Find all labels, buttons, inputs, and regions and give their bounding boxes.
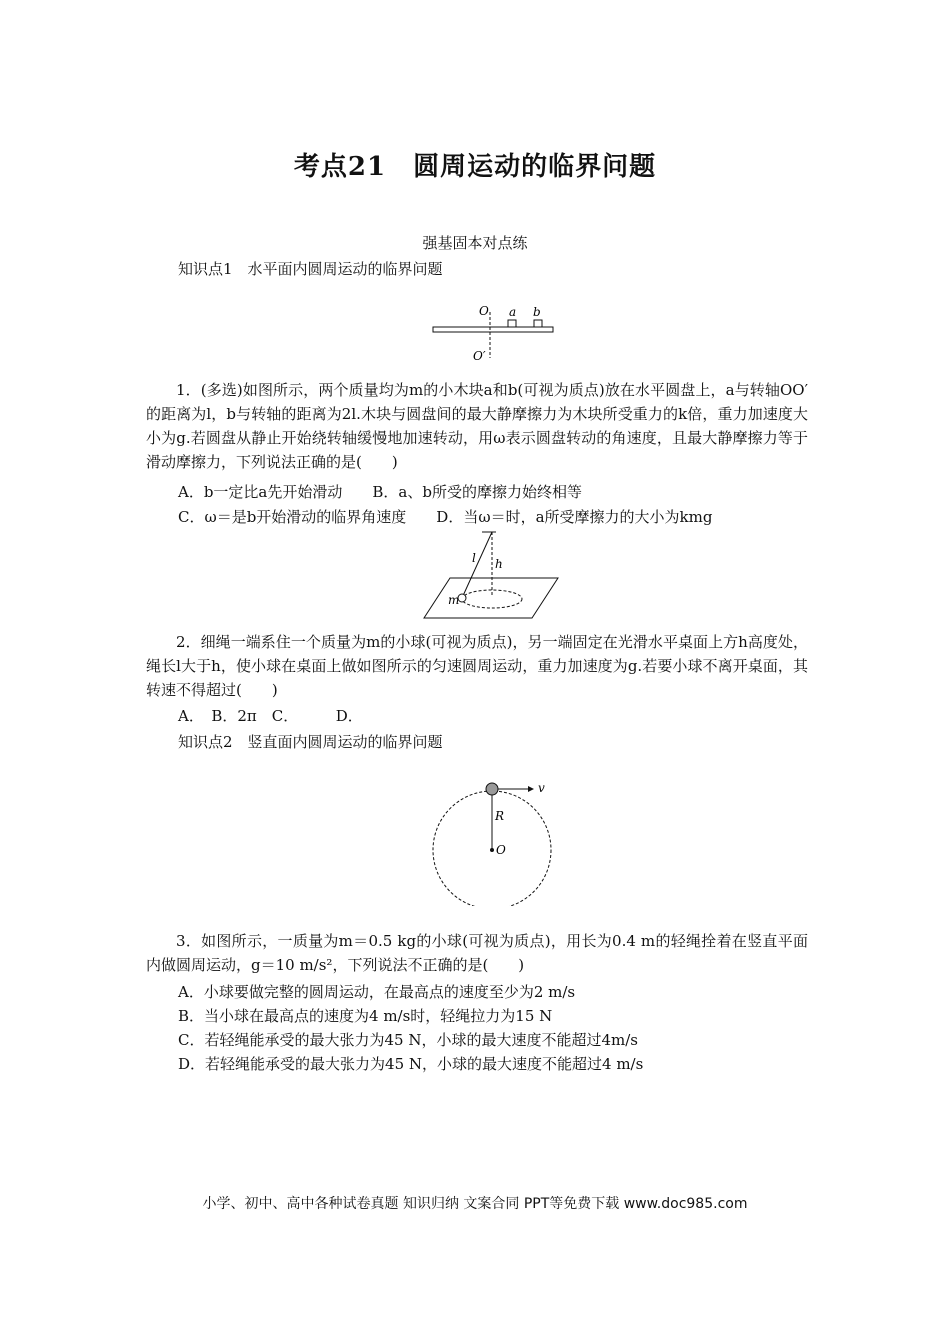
label-m: m (448, 593, 460, 607)
section-heading: 强基固本对点练 (422, 234, 528, 252)
figure-vertical-circle (428, 776, 558, 906)
label-r: R (495, 809, 505, 823)
question-3-option-b: B．当小球在最高点的速度为4 m/s时，轻绳拉力为15 N (178, 1007, 553, 1025)
label-o: O (496, 843, 506, 857)
question-3-option-a: A．小球要做完整的圆周运动，在最高点的速度至少为2 m/s (178, 983, 576, 1001)
question-1-stem: 1．(多选)如图所示，两个质量均为m的小木块a和b(可视为质点)放在水平圆盘上，a与转轴OO′的距离为l，b与转轴的距离为2l.木块与圆盘间的最大静摩擦力为木块所受重力的k倍，重力加速度大小为g.若圆盘从静止开始绕转轴缓慢地加速转动，用ω表示圆盘转动的角速度，且最大静摩擦力等于滑动摩擦力，下列说法正确的是( ) (146, 381, 808, 471)
knowledge-point-2: 知识点2 竖直面内圆周运动的临界问题 (178, 733, 443, 751)
footer-text: 小学、初中、高中各种试卷真题 知识归纳 文案合同 PPT等免费下载 www.doc985.com (202, 1196, 748, 1212)
question-2-stem: 2．细绳一端系住一个质量为m的小球(可视为质点)，另一端固定在光滑水平桌面上方h高度处，绳长l大于h，使小球在桌面上做如图所示的匀速圆周运动，重力加速度为g.若要小球不离开桌面，其转速不得超过( ) (146, 633, 808, 699)
figure-disk (425, 300, 565, 366)
label-l: l (472, 551, 476, 565)
page-title: 考点21 圆周运动的临界问题 (293, 152, 657, 182)
question-3-stem: 3．如图所示，一质量为m＝0.5 kg的小球(可视为质点)，用长为0.4 m的轻绳拴着在竖直平面内做圆周运动，g＝10 m/s²，下列说法不正确的是( ) (146, 932, 808, 974)
label-v: v (538, 781, 545, 795)
knowledge-point-1: 知识点1 水平面内圆周运动的临界问题 (178, 260, 443, 278)
figure-conical-pendulum (420, 526, 560, 622)
question-1-options-cd: C．ω＝是b开始滑动的临界角速度 D．当ω＝时，a所受摩擦力的大小为kmg (178, 508, 713, 526)
label-o-prime: O′ (473, 349, 486, 363)
question-2-options: A． B．2π C． D． (178, 707, 363, 725)
label-o: O (479, 304, 489, 318)
question-3-option-c: C．若轻绳能承受的最大张力为45 N，小球的最大速度不能超过4m/s (178, 1031, 638, 1049)
label-b: b (533, 305, 541, 319)
question-3-option-d: D．若轻绳能承受的最大张力为45 N，小球的最大速度不能超过4 m/s (178, 1055, 644, 1073)
question-1-options-ab: A．b一定比a先开始滑动 B．a、b所受的摩擦力始终相等 (178, 483, 582, 501)
label-h: h (495, 557, 503, 571)
label-a: a (509, 305, 517, 319)
